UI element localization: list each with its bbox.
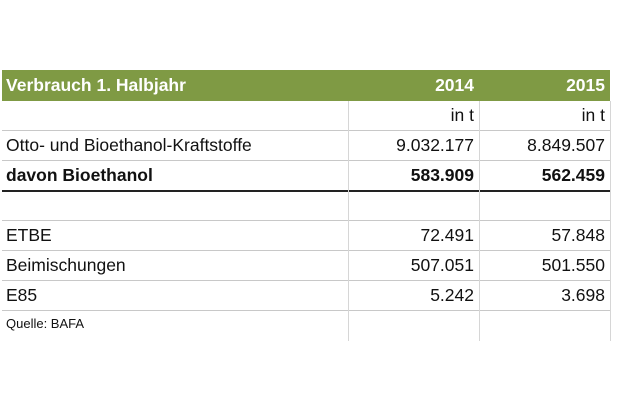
row-value-2015: 562.459 (541, 165, 605, 185)
table-row-empty (2, 192, 610, 221)
table-row (2, 221, 610, 251)
row-label: davon Bioethanol (6, 165, 153, 185)
source-row (2, 311, 610, 335)
header-year-2014: 2014 (435, 75, 474, 95)
row-value-2014: 5.242 (430, 285, 474, 305)
consumption-table (2, 70, 610, 335)
row-label: Beimischungen (6, 255, 126, 275)
row-label (6, 192, 346, 220)
row-value-2014 (348, 192, 478, 220)
unit-2014: in t (450, 105, 474, 125)
row-label: ETBE (6, 225, 52, 245)
row-value-2014: 9.032.177 (396, 135, 474, 155)
table-row (2, 131, 610, 161)
units-row (2, 101, 610, 131)
row-value-2015 (479, 192, 609, 220)
column-divider (479, 101, 480, 341)
header-year-2015: 2015 (566, 75, 605, 95)
row-value-2014: 507.051 (410, 255, 474, 275)
column-divider (348, 101, 349, 341)
table-header-row (2, 70, 610, 101)
row-value-2014: 583.909 (410, 165, 474, 185)
row-value-2015: 501.550 (541, 255, 605, 275)
units-label (6, 101, 346, 130)
column-divider (610, 101, 611, 341)
row-label: E85 (6, 285, 38, 305)
row-value-2015: 8.849.507 (527, 135, 605, 155)
row-value-2015: 3.698 (561, 285, 605, 305)
unit-2015: in t (581, 105, 605, 125)
row-value-2015: 57.848 (551, 225, 605, 245)
table-row (2, 281, 610, 311)
table-row (2, 161, 610, 192)
row-value-2014: 72.491 (420, 225, 474, 245)
table-row (2, 251, 610, 281)
source-note: Quelle: BAFA (6, 315, 85, 331)
header-label: Verbrauch 1. Halbjahr (6, 75, 186, 95)
row-label: Otto- und Bioethanol-Kraftstoffe (6, 135, 252, 155)
